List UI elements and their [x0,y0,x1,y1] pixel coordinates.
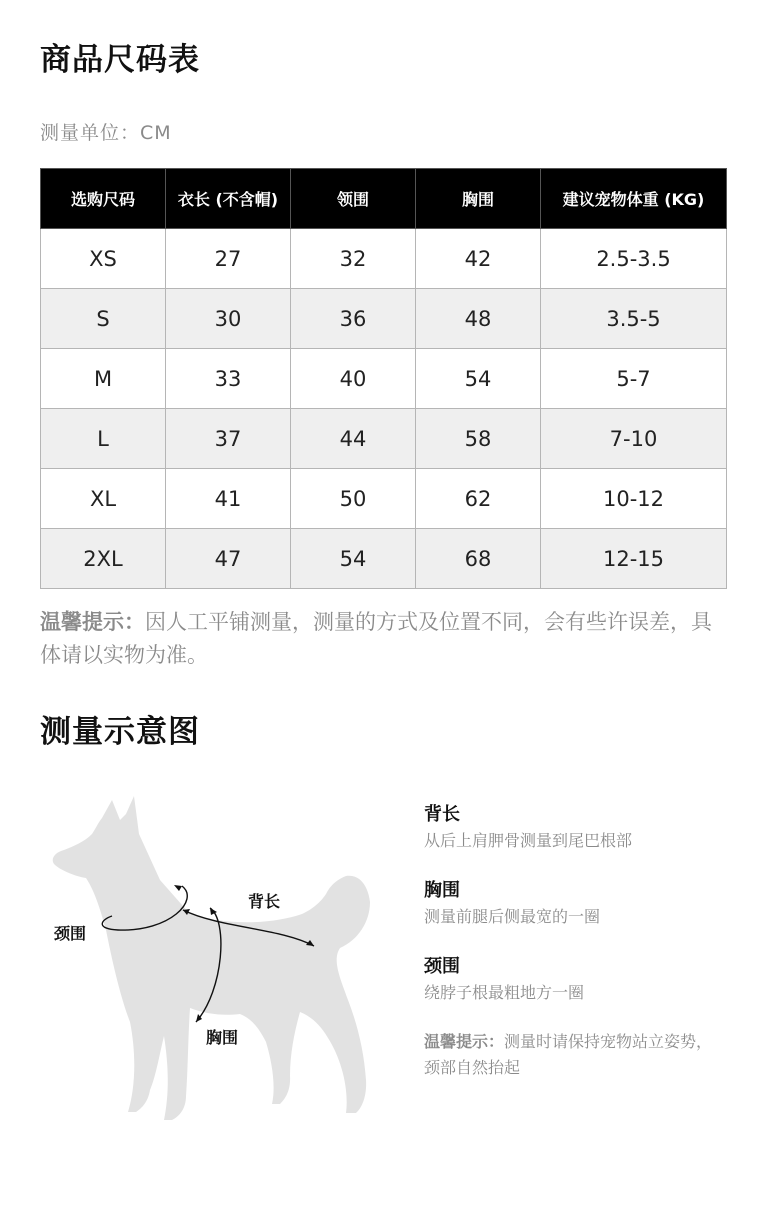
cell-length: 30 [166,289,291,349]
cell-size: L [41,409,166,469]
cell-weight: 12-15 [541,529,727,589]
cell-chest: 68 [416,529,541,589]
legend-back-title: 背长 [424,804,460,825]
cell-size: M [41,349,166,409]
size-chart-title: 商品尺码表 [40,42,200,78]
legend-back-desc: 从后上肩胛骨测量到尾巴根部 [424,831,633,850]
cell-length: 27 [166,229,291,289]
cell-neck: 36 [291,289,416,349]
diagram-tip-label: 温馨提示： [424,1032,505,1051]
size-tip-label: 温馨提示： [40,610,145,634]
legend-back [424,802,724,854]
diagram-tip [424,1029,720,1081]
table-row [41,469,727,529]
cell-length: 47 [166,529,291,589]
table-row [41,349,727,409]
cell-neck: 40 [291,349,416,409]
cell-chest: 58 [416,409,541,469]
header-size: 选购尺码 [41,169,166,229]
dog-measurement-figure [40,790,390,1125]
cell-neck: 54 [291,529,416,589]
table-row [41,229,727,289]
size-tip [40,606,730,672]
cell-chest: 48 [416,289,541,349]
cell-length: 33 [166,349,291,409]
cell-length: 41 [166,469,291,529]
header-weight: 建议宠物体重 (KG) [541,169,727,229]
legend-neck [424,954,724,1006]
cell-length: 37 [166,409,291,469]
header-chest: 胸围 [416,169,541,229]
size-tip-text: 因人工平铺测量，测量的方式及位置不同，会有些许误差，具体请以实物为准。 [40,610,712,667]
back-label: 背长 [248,892,281,911]
neck-arrow-icon [174,885,182,891]
table-row [41,409,727,469]
cell-chest: 62 [416,469,541,529]
header-length: 衣长 (不含帽) [166,169,291,229]
cell-weight: 7-10 [541,409,727,469]
table-row [41,289,727,349]
cell-weight: 10-12 [541,469,727,529]
size-table [40,168,727,589]
cell-neck: 32 [291,229,416,289]
cell-weight: 2.5-3.5 [541,229,727,289]
cell-size: 2XL [41,529,166,589]
dog-silhouette-icon [53,796,370,1120]
cell-chest: 42 [416,229,541,289]
measurement-unit: 测量单位：CM [40,122,172,144]
cell-chest: 54 [416,349,541,409]
diagram-tip-text: 测量时请保持宠物站立姿势，颈部自然抬起 [424,1032,713,1077]
table-row [41,529,727,589]
cell-size: XS [41,229,166,289]
cell-neck: 44 [291,409,416,469]
legend-chest-desc: 测量前腿后侧最宽的一圈 [424,907,601,926]
neck-label: 颈围 [54,924,87,943]
legend-chest [424,878,724,930]
table-header-row [41,169,727,229]
cell-weight: 5-7 [541,349,727,409]
cell-size: XL [41,469,166,529]
cell-neck: 50 [291,469,416,529]
header-neck: 领围 [291,169,416,229]
cell-weight: 3.5-5 [541,289,727,349]
diagram-title: 测量示意图 [40,714,200,750]
legend-neck-title: 颈围 [424,956,460,977]
legend-chest-title: 胸围 [424,880,460,901]
legend-neck-desc: 绕脖子根最粗地方一圈 [424,983,585,1002]
chest-label: 胸围 [206,1028,239,1047]
cell-size: S [41,289,166,349]
